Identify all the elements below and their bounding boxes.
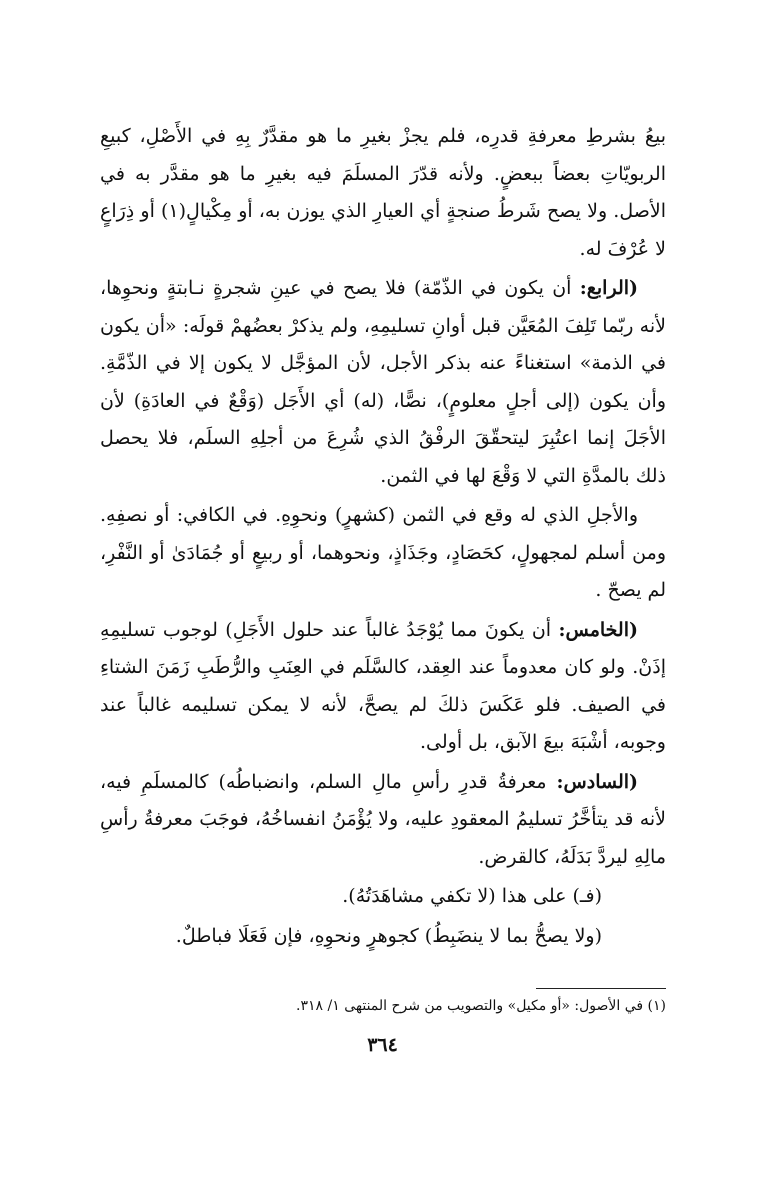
- paragraph-1: [100, 118, 666, 268]
- paragraph-2-lead: (الرابع:: [579, 277, 638, 299]
- paragraph-2-text: أن يكون في الذّمّة) فلا يصح في عينِ شجرةٍ نـابتةٍ ونحوِها، لأنه ربّما تَلِفَ المُعَيَّن قبل أوانِ تسليمِهِ، ولم يذكرْ بعضُهمْ قولَه: «أن يكون في الذمة» استغناءً عنه بذكر الأجل، لأن المؤجَّل لا يكون إلا في الذّمَّةِ. وأن يكون (إلى أجلٍ معلومٍ)، نصًّا، (له) أي الأَجَل (وَقْعٌ في العادَةِ) لأن الأجَلَ إنما اعتُبِرَ ليتحقّقَ الرفْقُ الذي شُرِعَ من أجلِهِ السلَم، فلا يحصل ذلك بالمدَّةِ التي لا وَقْعَ لها في الثمن.: [100, 277, 666, 487]
- paragraph-6-text: (فـ) على هذا (لا تكفي مشاهَدَتُهُ).: [342, 885, 602, 907]
- page-number: ٣٦٤: [367, 1034, 398, 1056]
- paragraph-7: [100, 918, 666, 956]
- footnote: (١) في الأصول: «أو مكيل» والتصويب من شرح المنتهى ١/ ٣١٨.: [296, 998, 666, 1014]
- paragraph-3-text: والأجلِ الذي له وقع في الثمن (كشهرٍ) ونحوِهِ. في الكافي: أو نصفِهِ. ومن أسلم لمجهولٍ، كحَصَادٍ، وجَذَاذٍ، ونحوهما، أو ربيعٍ أو جُمَادَىٰ أو النَّفْرِ، لم يصحّ .: [100, 504, 666, 601]
- paragraph-6: [100, 878, 666, 916]
- paragraph-4-fifth-condition: [100, 612, 666, 762]
- paragraph-5-text: معرفةُ قدرِ رأسِ مالِ السلم، وانضباطُه) كالمسلَمِ فيه، لأنه قد يتأخَّرُ تسليمُ المعقودِ عليه، ولا يُؤْمَنُ انفساخُهُ، فوجَبَ معرفةُ رأسِ مالِهِ ليردَّ بَدَلَهُ، كالقرض.: [100, 770, 666, 868]
- paragraph-1-text: بيعُ بشرطِ معرفةِ قدرِه، فلم يجزْ بغيرِ ما هو مقدَّرٌ بِهِ في الأَصْلِ، كبيعِ الربويّاتِ بعضاً ببعضٍ. ولأنه قدّرَ المسلَمَ فيه بغيرِ ما هو مقدَّر به في الأصل. ولا يصح شَرطُ صنجةٍ أي العيارِ الذي يوزن به، أو مِكْيالٍ(١) أو ذِرَاعٍ لا عُرْفَ له.: [100, 125, 666, 260]
- page-body: [100, 118, 666, 957]
- paragraph-2-fourth-condition: [100, 270, 666, 495]
- paragraph-5-sixth-condition: [100, 764, 666, 877]
- paragraph-3: [100, 497, 666, 610]
- paragraph-7-text: (ولا يصحُّ بما لا ينضَبِطُ) كجوهرٍ ونحوِهِ، فإن فَعَلَا فباطلٌ.: [175, 924, 602, 947]
- paragraph-4-lead: (الخامس:: [558, 618, 638, 641]
- paragraph-4-text: أن يكونَ مما يُوْجَدُ غالباً عند حلول الأَجَلِ) لوجوب تسليمِهِ إذَنْ. ولو كان معدوماً عند العِقد، كالسَّلَم في العِنَبِ والرُّطَبِ زَمَنَ الشتاءِ في الصيف. فلو عَكَسَ ذلكَ لم يصحَّ، لأنه لا يمكن تسليمه غالباً عند وجوبه، أشْبَهَ بيعَ الآبق، بل أولى.: [100, 618, 666, 753]
- paragraph-5-lead: (السادس:: [556, 770, 638, 793]
- footnote-divider: [536, 988, 666, 989]
